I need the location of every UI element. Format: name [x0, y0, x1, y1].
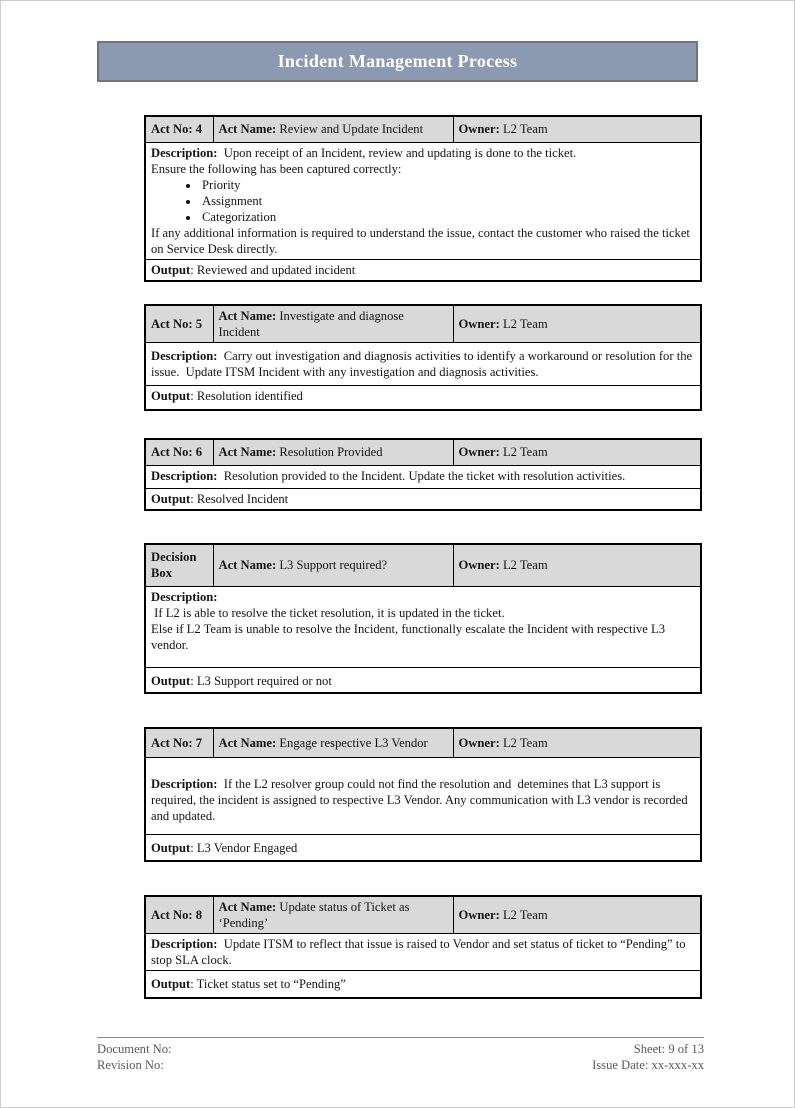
title-banner	[97, 41, 698, 82]
act-name-cell	[213, 116, 453, 142]
act-name-value: Engage respective L3 Vendor	[279, 735, 428, 750]
owner-label: Owner:	[458, 908, 500, 922]
table-header-row	[145, 439, 701, 465]
activity-table-act-5	[144, 304, 702, 411]
description-paragraph: If any additional information is required to understand the issue, contact the customer who raised the ticket on Service Desk directly.	[151, 225, 694, 256]
output-value: : Resolved Incident	[190, 491, 289, 506]
act-name-label: Act Name:	[218, 122, 277, 137]
description-paragraph	[151, 468, 695, 484]
description-text: Carry out investigation and diagnosis activities to identify a workaround or resolution for the issue. Update ITSM Incident with any investigation and diagnosis activities.	[151, 349, 696, 379]
description-text: If the L2 resolver group could not find the resolution and detemines that L3 support is required, the incident is assigned to respective L3 Vendor. Any communication with L3 vendor is recorded and updated.	[151, 776, 691, 823]
owner-value: L2 Team	[502, 122, 548, 137]
description-paragraph	[151, 348, 695, 380]
description-bullet-list	[151, 177, 695, 225]
description-cell	[145, 934, 701, 971]
output-cell	[145, 971, 701, 998]
issue-date: Issue Date: xx-xxx-xx	[592, 1058, 704, 1072]
table-header-row	[145, 896, 701, 934]
description-paragraph	[151, 776, 695, 824]
act-name-cell	[213, 728, 453, 757]
output-label: Output	[151, 840, 191, 855]
output-label: Output	[151, 977, 191, 991]
page-footer	[97, 1037, 704, 1073]
output-label: Output	[151, 262, 191, 277]
output-row	[145, 667, 701, 693]
act-no-cell	[145, 544, 213, 586]
owner-label: Owner:	[458, 445, 500, 460]
output-value: : Reviewed and updated incident	[190, 262, 356, 277]
act-name-cell	[213, 439, 453, 465]
description-paragraph: If L2 is able to resolve the ticket resolution, it is updated in the ticket.	[151, 605, 505, 620]
description-label: Description:	[151, 589, 218, 604]
act-name-value: Update status of Ticket as ‘Pending’	[218, 900, 410, 930]
description-row	[145, 465, 701, 488]
description-paragraph: Else if L2 Team is unable to resolve the Incident, functionally escalate the Incident with respective L3 vendor.	[151, 621, 669, 652]
description-label: Description:	[151, 349, 218, 363]
table-header-row	[145, 544, 701, 586]
act-name-label: Act Name:	[218, 558, 277, 573]
owner-cell	[453, 439, 701, 465]
description-row	[145, 343, 701, 386]
description-paragraph	[151, 145, 695, 161]
act-no-cell	[145, 116, 213, 142]
act-name-label: Act Name:	[218, 309, 277, 323]
description-row	[145, 142, 701, 259]
output-cell	[145, 488, 701, 510]
description-cell	[145, 343, 701, 386]
act-no-label: Act No: 7	[151, 735, 203, 750]
description-label: Description:	[151, 145, 218, 160]
output-cell	[145, 667, 701, 693]
description-row	[145, 586, 701, 667]
act-no-cell	[145, 728, 213, 757]
bullet-item: • Priority	[200, 177, 695, 193]
table-header-row	[145, 305, 701, 343]
act-name-cell	[213, 896, 453, 934]
owner-label: Owner:	[458, 122, 500, 137]
description-paragraph	[151, 936, 695, 968]
description-row	[145, 934, 701, 971]
footer-right	[592, 1041, 704, 1073]
owner-label: Owner:	[458, 317, 500, 331]
act-no-cell	[145, 305, 213, 343]
act-name-value: Review and Update Incident	[279, 122, 424, 137]
act-name-value: Investigate and diagnose Incident	[218, 309, 404, 339]
output-value: : Resolution identified	[190, 389, 303, 403]
activity-table-act-7	[144, 727, 702, 862]
output-label: Output	[151, 491, 191, 506]
activity-table-act-4	[144, 115, 702, 282]
description-label: Description:	[151, 776, 218, 791]
owner-cell	[453, 544, 701, 586]
description-label: Description:	[151, 937, 218, 951]
act-name-value: L3 Support required?	[279, 558, 388, 573]
description-cell	[145, 465, 701, 488]
act-name-value: Resolution Provided	[279, 445, 383, 460]
description-row	[145, 757, 701, 834]
act-name-cell	[213, 305, 453, 343]
act-no-label: Act No: 8	[151, 908, 203, 922]
output-row	[145, 488, 701, 510]
owner-cell	[453, 896, 701, 934]
output-cell	[145, 386, 701, 410]
owner-label: Owner:	[458, 735, 500, 750]
table-header-row	[145, 116, 701, 142]
revision-no: Revision No:	[97, 1058, 164, 1072]
act-no-cell	[145, 896, 213, 934]
description-text: Upon receipt of an Incident, review and updating is done to the ticket.	[217, 145, 577, 160]
description-label: Description:	[151, 468, 218, 483]
bullet-item: • Categorization	[200, 209, 695, 225]
act-name-label: Act Name:	[218, 445, 277, 460]
sheet-number: Sheet: 9 of 13	[633, 1042, 704, 1056]
footer-left	[97, 1041, 172, 1073]
act-name-label: Act Name:	[218, 900, 277, 914]
description-cell	[145, 757, 701, 834]
owner-label: Owner:	[458, 558, 500, 573]
description-paragraph: Ensure the following has been captured correctly:	[151, 161, 402, 176]
output-value: : Ticket status set to “Pending”	[190, 977, 346, 991]
owner-value: L2 Team	[502, 317, 548, 331]
output-cell	[145, 834, 701, 861]
output-cell	[145, 259, 701, 281]
table-header-row	[145, 728, 701, 757]
act-no-label: Act No: 6	[151, 445, 203, 460]
description-cell	[145, 142, 701, 259]
activity-table-act-6	[144, 438, 702, 511]
description-text: Resolution provided to the Incident. Update the ticket with resolution activities.	[217, 468, 626, 483]
activity-table-act-8	[144, 895, 702, 999]
document-no: Document No:	[97, 1042, 172, 1056]
output-row	[145, 259, 701, 281]
act-no-label: Act No: 4	[151, 122, 203, 137]
act-no-cell	[145, 439, 213, 465]
owner-value: L2 Team	[502, 558, 548, 573]
owner-cell	[453, 116, 701, 142]
owner-value: L2 Team	[502, 908, 548, 922]
act-name-label: Act Name:	[218, 735, 277, 750]
output-row	[145, 971, 701, 998]
output-row	[145, 386, 701, 410]
act-name-cell	[213, 544, 453, 586]
owner-value: L2 Team	[502, 735, 548, 750]
page-title: Incident Management Process	[277, 51, 518, 71]
act-no-label: Act No: 5	[151, 317, 203, 331]
description-paragraph	[151, 589, 695, 605]
bullet-item: • Assignment	[200, 193, 695, 209]
description-cell	[145, 586, 701, 667]
description-text: Update ITSM to reflect that issue is raised to Vendor and set status of ticket to “Pending” to stop SLA clock.	[151, 937, 689, 967]
activity-table-decision-box	[144, 543, 702, 694]
output-label: Output	[151, 673, 191, 688]
owner-cell	[453, 305, 701, 343]
output-value: : L3 Support required or not	[190, 673, 332, 688]
output-row	[145, 834, 701, 861]
act-no-label: Decision Box	[151, 550, 197, 581]
output-value: : L3 Vendor Engaged	[190, 840, 298, 855]
owner-cell	[453, 728, 701, 757]
output-label: Output	[151, 389, 191, 403]
owner-value: L2 Team	[502, 445, 548, 460]
